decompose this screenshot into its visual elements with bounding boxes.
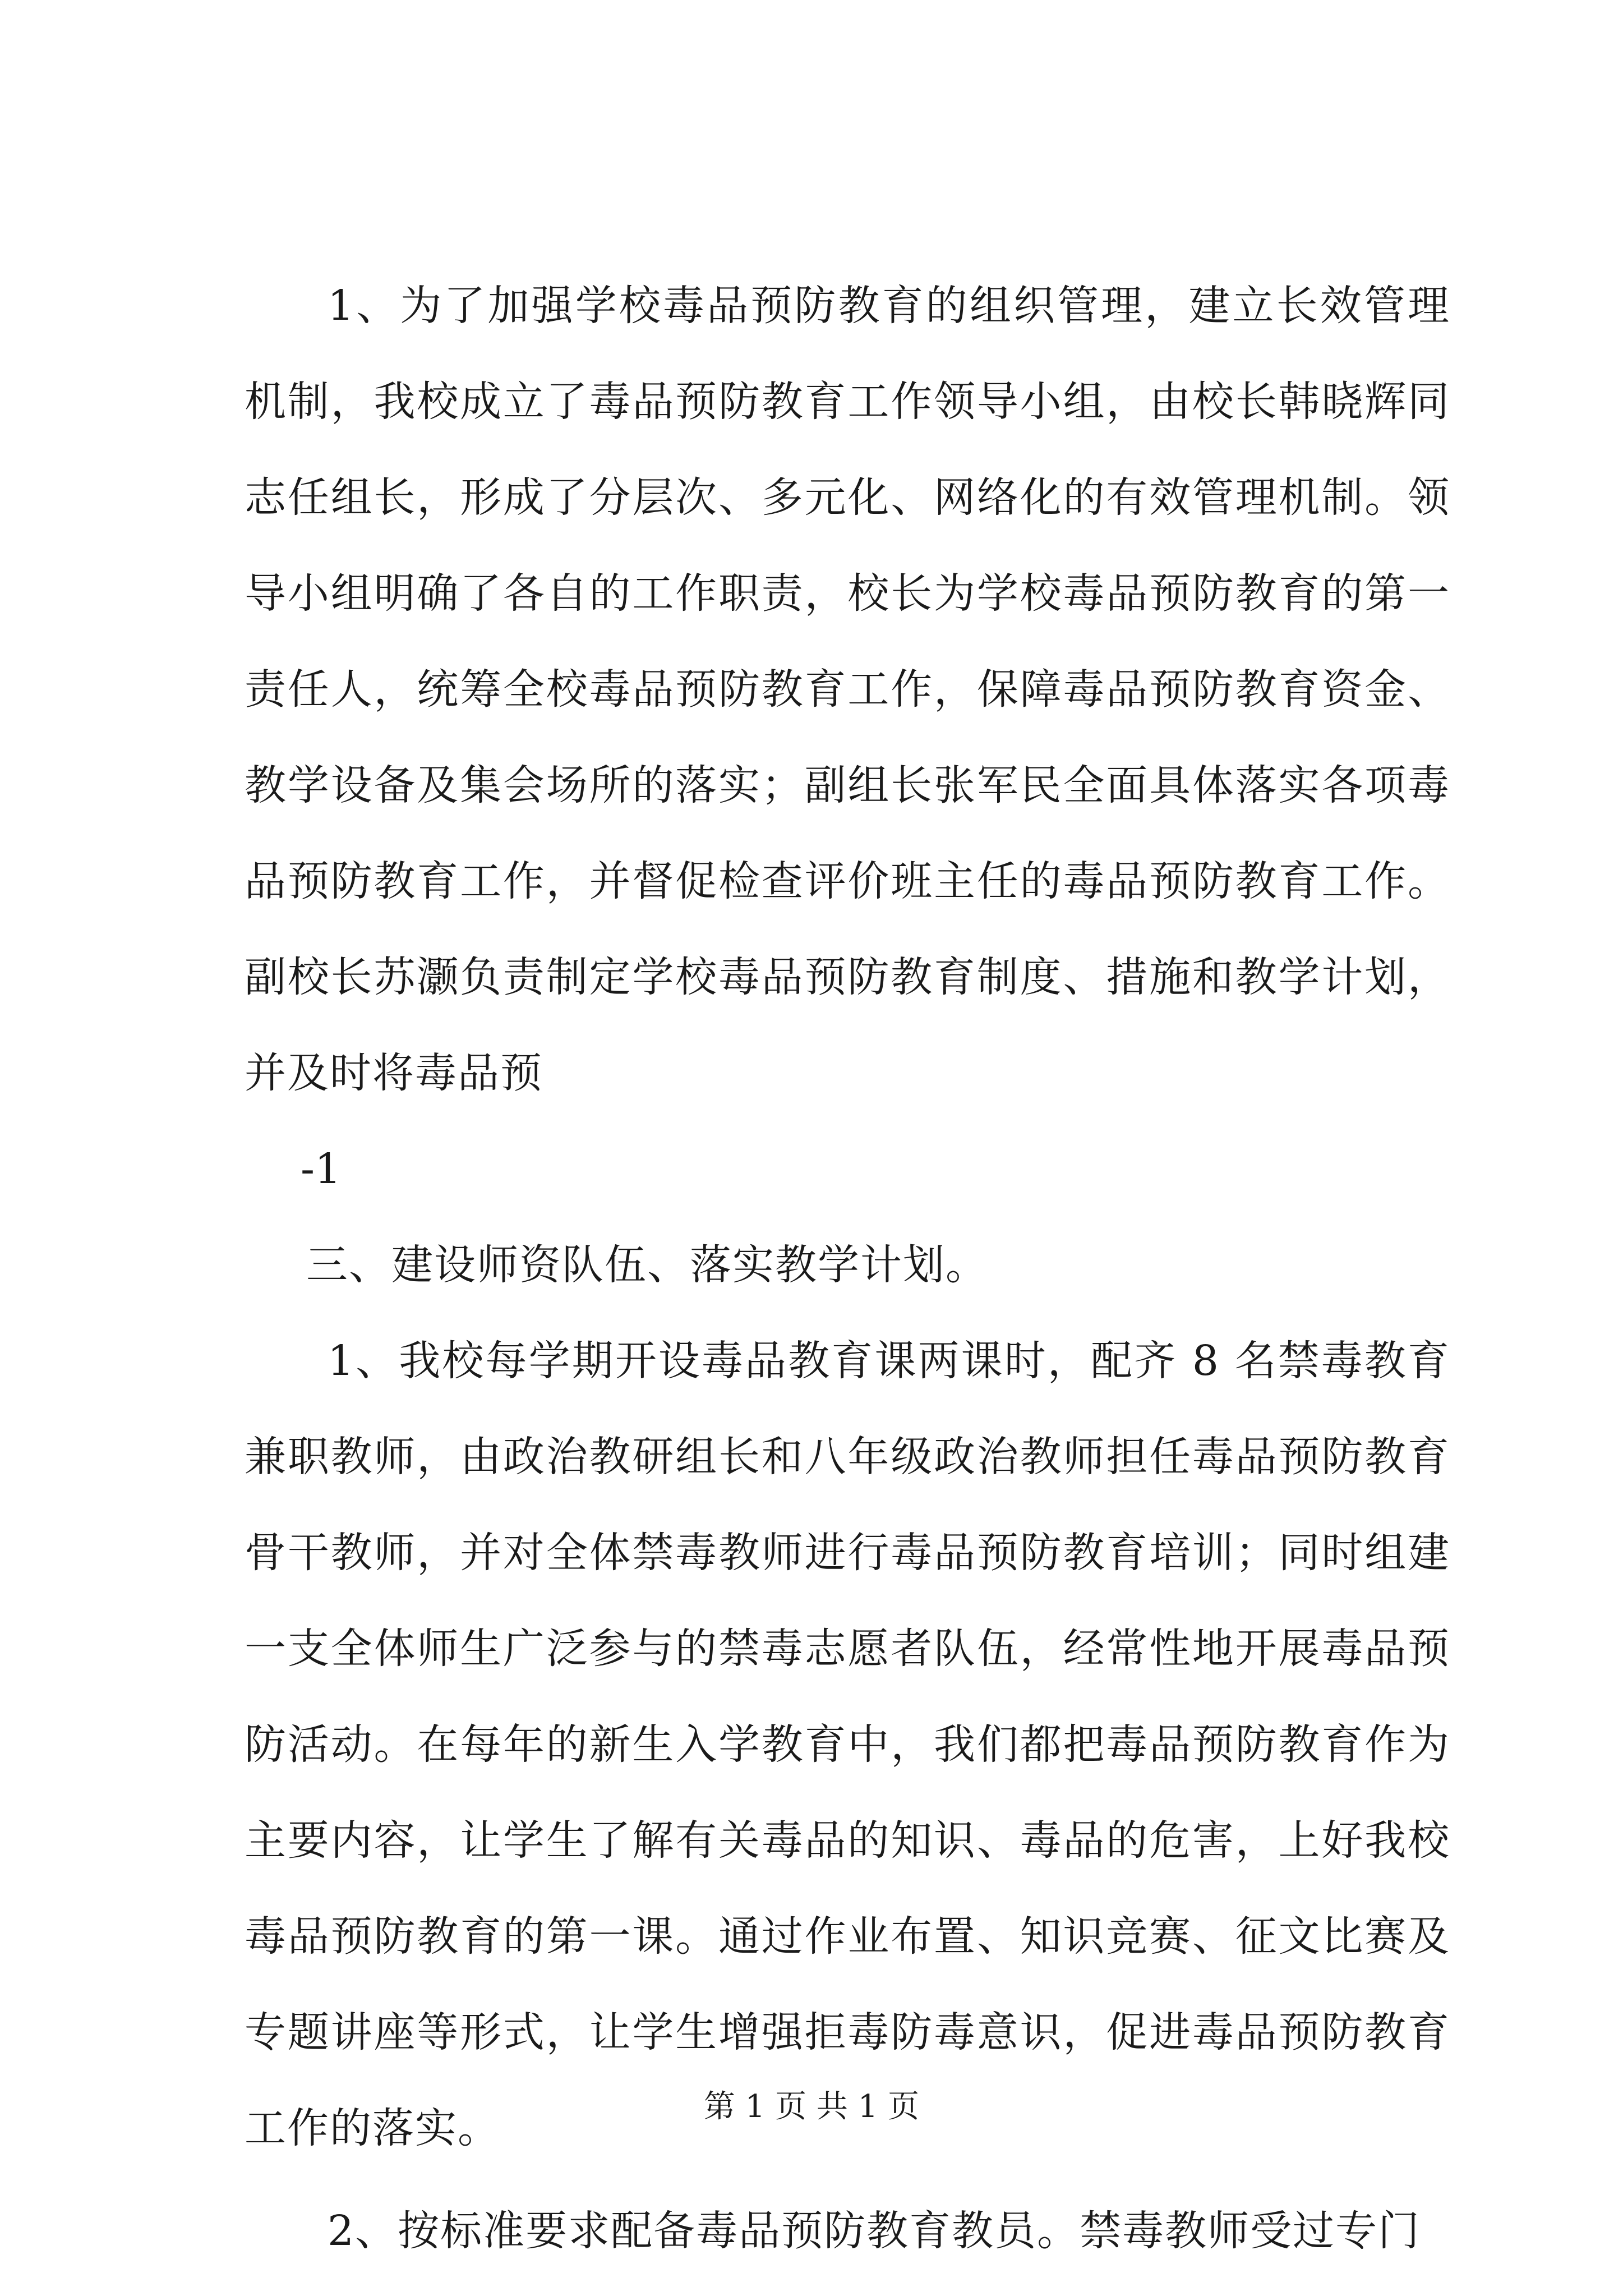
paragraph-teaching-staff: 1、我校每学期开设毒品教育课两课时，配齐 8 名禁毒教育兼职教师，由政治教研组长和八年级政治教师担任毒品预防教育骨干教师，并对全体禁毒教师进行毒品预防教育培训；同时组建一支全体师生广泛参与的禁毒志愿者队伍，经常性地开展毒品预防活动。在每年的新生入学教育中，我们都把毒品预防教育作为主要内容，让学生了解有关毒品的知识、毒品的危害，上好我校毒品预防教育的第一课。通过作业布置、知识竞赛、征文比赛及专题讲座等形式，让学生增强拒毒防毒意识，促进毒品预防教育工作的落实。 (245, 1337, 1450, 2152)
document-body (245, 258, 1450, 2279)
paragraph-staffing-standard: 2、按标准要求配备毒品预防教育教员。禁毒教师受过专门 (328, 2207, 1421, 2255)
section-heading: 三、建设师资队伍、落实教学计划。 (306, 1241, 988, 1289)
page-marker: -1 (301, 1145, 342, 1193)
page-footer: 第 1 页 共 1 页 (703, 2088, 920, 2125)
paragraph-leadership-group: 1、为了加强学校毒品预防教育的组织管理，建立长效管理机制，我校成立了毒品预防教育工作领导小组，由校长韩晓辉同志任组长，形成了分层次、多元化、网络化的有效管理机制。领导小组明确了各自的工作职责，校长为学校毒品预防教育的第一责任人，统筹全校毒品预防教育工作，保障毒品预防教育资金、教学设备及集会场所的落实；副组长张军民全面具体落实各项毒品预防教育工作，并督促检查评价班主任的毒品预防教育工作。副校长苏灏负责制定学校毒品预防教育制度、措施和教学计划，并及时将毒品预 (245, 282, 1450, 1097)
